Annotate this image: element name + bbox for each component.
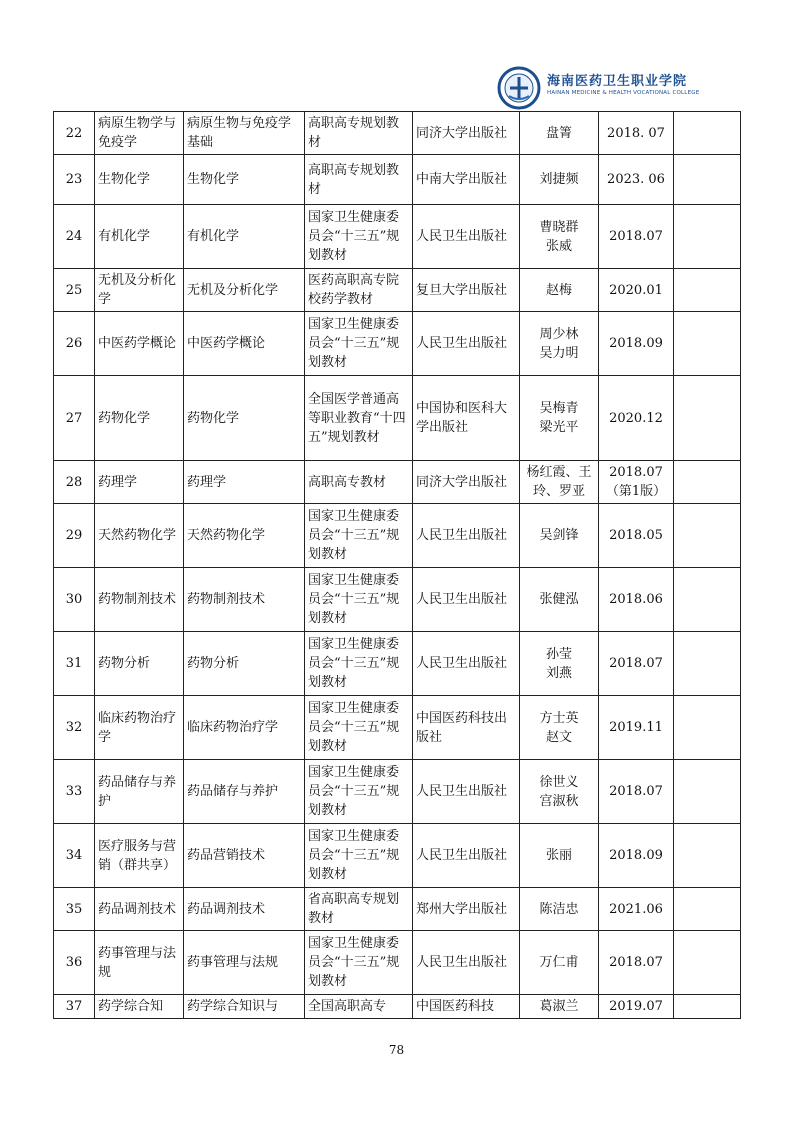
publish-date: 2018.09 (599, 824, 674, 888)
publish-date: 2018.06 (599, 568, 674, 632)
publisher: 人民卫生出版社 (413, 760, 520, 824)
textbook-name: 无机及分析化学 (184, 269, 305, 312)
row-number: 23 (54, 155, 95, 205)
publisher: 中南大学出版社 (413, 155, 520, 205)
publish-date: 2018.07 （第1版） (599, 461, 674, 504)
extra-cell (674, 824, 741, 888)
row-number: 36 (54, 931, 95, 995)
extra-cell (674, 568, 741, 632)
extra-cell (674, 155, 741, 205)
author: 赵梅 (520, 269, 599, 312)
college-logo (497, 62, 700, 112)
textbook-name: 药品调剂技术 (184, 888, 305, 931)
textbook-name: 药品营销技术 (184, 824, 305, 888)
textbook-type: 国家卫生健康委员会“十三五”规划教材 (305, 205, 413, 269)
course-name: 病原生物学与免疫学 (95, 112, 184, 155)
textbook-type: 国家卫生健康委员会“十三五”规划教材 (305, 931, 413, 995)
page-number: 78 (388, 1043, 405, 1057)
extra-cell (674, 269, 741, 312)
publisher: 同济大学出版社 (413, 461, 520, 504)
table-row (54, 824, 741, 888)
extra-cell (674, 995, 741, 1019)
publisher: 中国医药科技 (413, 995, 520, 1019)
course-name: 临床药物治疗学 (95, 696, 184, 760)
publish-date: 2018.05 (599, 504, 674, 568)
textbook-name: 有机化学 (184, 205, 305, 269)
author: 盘箐 (520, 112, 599, 155)
textbook-type: 高职高专规划教材 (305, 155, 413, 205)
textbook-type: 高职高专规划教材 (305, 112, 413, 155)
row-number: 31 (54, 632, 95, 696)
author: 张丽 (520, 824, 599, 888)
textbook-name: 临床药物治疗学 (184, 696, 305, 760)
publish-date: 2020.12 (599, 376, 674, 461)
textbook-type: 国家卫生健康委员会“十三五”规划教材 (305, 312, 413, 376)
textbook-type: 国家卫生健康委员会“十三五”规划教材 (305, 760, 413, 824)
publish-date: 2018.07 (599, 760, 674, 824)
table-row (54, 504, 741, 568)
textbook-name: 药物化学 (184, 376, 305, 461)
college-emblem-icon (497, 66, 541, 110)
row-number: 32 (54, 696, 95, 760)
course-name: 药物制剂技术 (95, 568, 184, 632)
author: 万仁甫 (520, 931, 599, 995)
publisher: 中国协和医科大学出版社 (413, 376, 520, 461)
author: 吴梅青 梁光平 (520, 376, 599, 461)
extra-cell (674, 888, 741, 931)
extra-cell (674, 931, 741, 995)
course-name: 中医药学概论 (95, 312, 184, 376)
author: 周少林 吴力明 (520, 312, 599, 376)
publish-date: 2019.11 (599, 696, 674, 760)
textbook-name: 药学综合知识与 (184, 995, 305, 1019)
extra-cell (674, 312, 741, 376)
publish-date: 2020.01 (599, 269, 674, 312)
textbook-name: 病原生物与免疫学基础 (184, 112, 305, 155)
extra-cell (674, 760, 741, 824)
publisher: 人民卫生出版社 (413, 824, 520, 888)
textbook-table (53, 111, 741, 1019)
course-name: 药品调剂技术 (95, 888, 184, 931)
publish-date: 2018.07 (599, 931, 674, 995)
publish-date: 2018.07 (599, 205, 674, 269)
author: 方士英 赵文 (520, 696, 599, 760)
course-name: 有机化学 (95, 205, 184, 269)
textbook-type: 国家卫生健康委员会“十三五”规划教材 (305, 632, 413, 696)
publisher: 人民卫生出版社 (413, 312, 520, 376)
extra-cell (674, 376, 741, 461)
publisher: 人民卫生出版社 (413, 504, 520, 568)
publisher: 人民卫生出版社 (413, 931, 520, 995)
course-name: 药品储存与养护 (95, 760, 184, 824)
textbook-type: 国家卫生健康委员会“十三五”规划教材 (305, 696, 413, 760)
author: 杨红霞、王玲、罗亚 (520, 461, 599, 504)
textbook-type: 省高职高专规划教材 (305, 888, 413, 931)
extra-cell (674, 504, 741, 568)
author: 葛淑兰 (520, 995, 599, 1019)
author: 徐世义 宫淑秋 (520, 760, 599, 824)
row-number: 22 (54, 112, 95, 155)
textbook-name: 药事管理与法规 (184, 931, 305, 995)
textbook-name: 药理学 (184, 461, 305, 504)
table-row (54, 632, 741, 696)
table-row (54, 568, 741, 632)
publish-date: 2018.09 (599, 312, 674, 376)
extra-cell (674, 112, 741, 155)
table-row (54, 696, 741, 760)
table-row (54, 760, 741, 824)
textbook-name: 生物化学 (184, 155, 305, 205)
logo-subtitle: HAINAN MEDICINE & HEALTH VOCATIONAL COLLEGE (547, 90, 700, 96)
table-row (54, 155, 741, 205)
row-number: 33 (54, 760, 95, 824)
author: 吴剑锋 (520, 504, 599, 568)
row-number: 30 (54, 568, 95, 632)
course-name: 药事管理与法规 (95, 931, 184, 995)
author: 曹晓群 张威 (520, 205, 599, 269)
textbook-type: 全国高职高专 (305, 995, 413, 1019)
textbook-name: 药物分析 (184, 632, 305, 696)
row-number: 24 (54, 205, 95, 269)
extra-cell (674, 632, 741, 696)
table-row (54, 312, 741, 376)
course-name: 药物分析 (95, 632, 184, 696)
publish-date: 2018. 07 (599, 112, 674, 155)
row-number: 28 (54, 461, 95, 504)
row-number: 26 (54, 312, 95, 376)
publisher: 中国医药科技出版社 (413, 696, 520, 760)
table-row (54, 269, 741, 312)
publish-date: 2021.06 (599, 888, 674, 931)
author: 张健泓 (520, 568, 599, 632)
extra-cell (674, 461, 741, 504)
publisher: 同济大学出版社 (413, 112, 520, 155)
row-number: 25 (54, 269, 95, 312)
course-name: 天然药物化学 (95, 504, 184, 568)
row-number: 35 (54, 888, 95, 931)
course-name: 医疗服务与营销（群共享） (95, 824, 184, 888)
table-row (54, 205, 741, 269)
publisher: 人民卫生出版社 (413, 568, 520, 632)
textbook-type: 医药高职高专院校药学教材 (305, 269, 413, 312)
author: 陈洁忠 (520, 888, 599, 931)
course-name: 无机及分析化学 (95, 269, 184, 312)
publish-date: 2023. 06 (599, 155, 674, 205)
publisher: 复旦大学出版社 (413, 269, 520, 312)
course-name: 药理学 (95, 461, 184, 504)
table-row (54, 376, 741, 461)
course-name: 药学综合知 (95, 995, 184, 1019)
table-row (54, 461, 741, 504)
textbook-type: 国家卫生健康委员会“十三五”规划教材 (305, 824, 413, 888)
row-number: 29 (54, 504, 95, 568)
extra-cell (674, 205, 741, 269)
textbook-type: 国家卫生健康委员会“十三五”规划教材 (305, 568, 413, 632)
textbook-name: 天然药物化学 (184, 504, 305, 568)
row-number: 34 (54, 824, 95, 888)
publisher: 郑州大学出版社 (413, 888, 520, 931)
course-name: 药物化学 (95, 376, 184, 461)
table-row (54, 931, 741, 995)
author: 刘捷频 (520, 155, 599, 205)
row-number: 37 (54, 995, 95, 1019)
publisher: 人民卫生出版社 (413, 632, 520, 696)
row-number: 27 (54, 376, 95, 461)
table-row (54, 112, 741, 155)
logo-title: 海南医药卫生职业学院 (547, 74, 688, 89)
textbook-type: 高职高专教材 (305, 461, 413, 504)
publish-date: 2019.07 (599, 995, 674, 1019)
extra-cell (674, 696, 741, 760)
table-row (54, 995, 741, 1019)
table-row (54, 888, 741, 931)
textbook-type: 国家卫生健康委员会“十三五”规划教材 (305, 504, 413, 568)
textbook-name: 药品储存与养护 (184, 760, 305, 824)
author: 孙莹 刘燕 (520, 632, 599, 696)
textbook-name: 中医药学概论 (184, 312, 305, 376)
publisher: 人民卫生出版社 (413, 205, 520, 269)
course-name: 生物化学 (95, 155, 184, 205)
publish-date: 2018.07 (599, 632, 674, 696)
textbook-type: 全国医学普通高等职业教育“十四五”规划教材 (305, 376, 413, 461)
textbook-name: 药物制剂技术 (184, 568, 305, 632)
